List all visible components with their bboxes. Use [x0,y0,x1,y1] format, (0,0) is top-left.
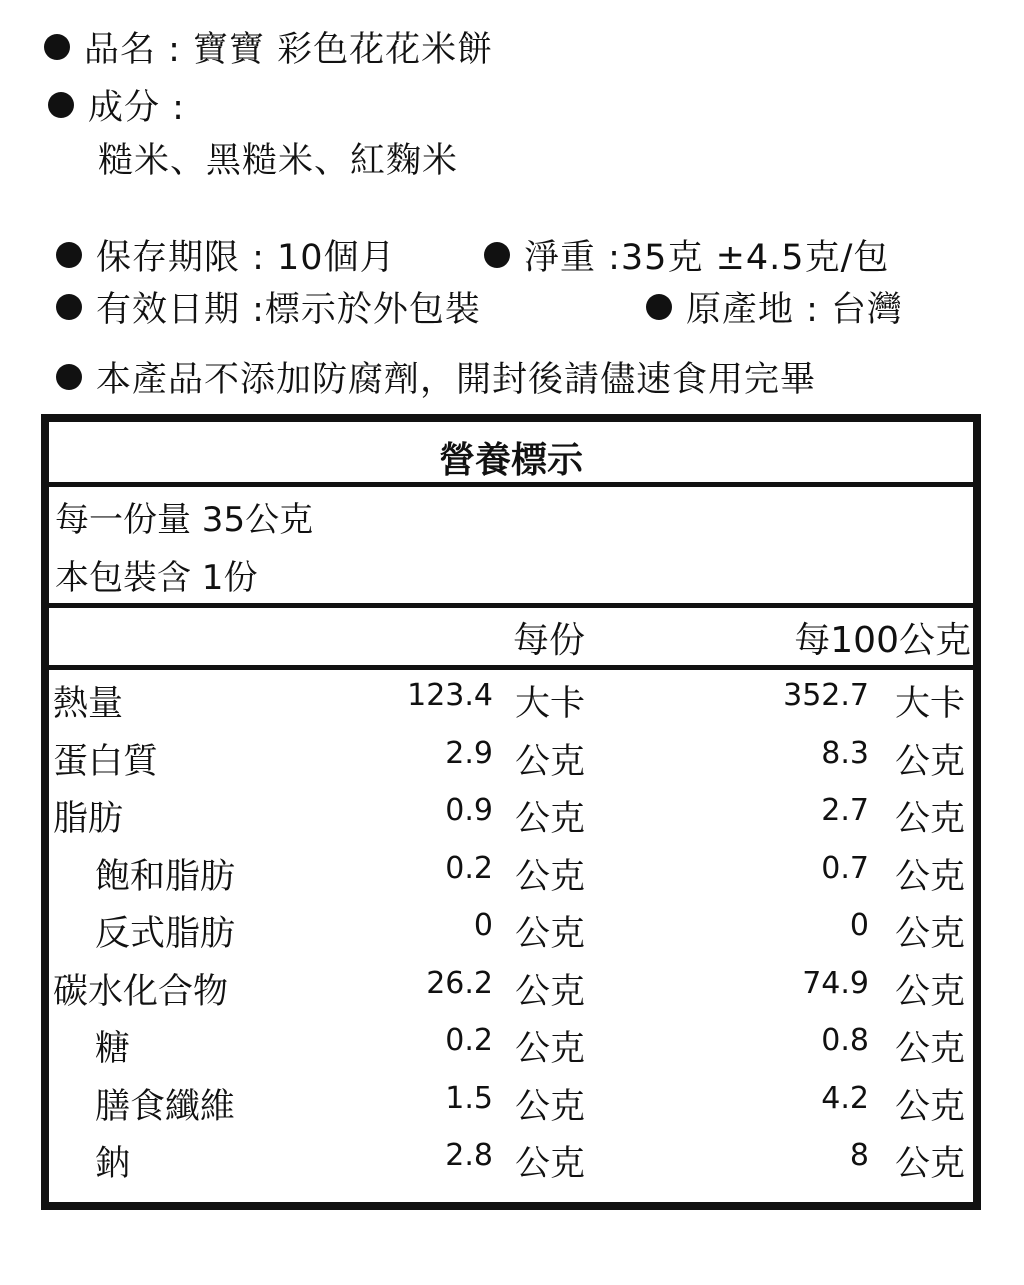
nutrient-name: 碳水化合物 [53,971,229,1012]
per-serving-value: 26.2 [426,965,493,1001]
notice-line [56,352,816,402]
nutrient-name: 鈉 [95,1144,131,1184]
per-100g-value: 74.9 [802,965,869,1001]
bullet-icon [44,34,70,60]
nutrient-name: 糖 [95,1029,131,1069]
divider [49,665,973,670]
nutrition-facts-table [41,414,981,1210]
per-serving-unit: 公克 [515,1144,586,1184]
nutrient-name: 蛋白質 [53,741,159,782]
per-100g-unit: 公克 [895,1086,966,1127]
per-100g-value: 352.7 [783,678,869,713]
per-serving-value: 0.2 [445,1023,493,1058]
bullet-icon [56,294,82,320]
divider [49,603,973,608]
expiry-date: 有效日期 :標示於外包裝 [96,290,481,330]
shelf-life: 保存期限 : 10個月 [96,238,396,278]
ingredients-label: 成分 : [88,88,185,128]
serving-size: 每一份量 35公克 [55,500,314,540]
per-serving-value: 0.2 [445,850,493,886]
ingredients-line [98,133,458,183]
bullet-icon [48,92,74,118]
servings-per-package: 本包裝含 1份 [55,558,258,598]
per-serving-unit: 大卡 [515,684,586,724]
shelf-life-line [56,230,396,280]
per-100g-value: 8 [849,1138,869,1173]
per-serving-unit: 公克 [515,971,586,1012]
per-serving-unit: 公克 [515,856,586,897]
per-100g-unit: 公克 [895,799,966,839]
per-100g-unit: 公克 [895,914,966,954]
per-serving-value: 2.8 [445,1138,493,1173]
product-name-line [44,22,493,72]
per-serving-value: 2.9 [445,735,493,771]
per-100g-unit: 公克 [895,856,966,897]
origin-line [646,282,903,332]
per-100g-value: 8.3 [821,735,869,771]
column-header-per-100g: 每100公克 [794,620,971,661]
per-serving-unit: 公克 [515,1086,586,1127]
nutrient-name: 反式脂肪 [95,914,236,954]
per-serving-unit: 公克 [515,799,586,839]
net-weight-line [484,230,889,280]
per-100g-value: 0.8 [821,1023,869,1058]
per-100g-value: 0 [849,908,869,943]
per-serving-unit: 公克 [515,914,586,954]
expiry-line [56,282,481,332]
bullet-icon [56,364,82,390]
per-100g-unit: 公克 [895,1029,966,1069]
per-100g-value: 0.7 [821,850,869,886]
ingredients-label-line [48,80,185,130]
nutrient-name: 膳食纖維 [95,1086,236,1127]
nutrient-name: 熱量 [53,684,124,724]
per-serving-value: 1.5 [445,1080,493,1116]
bullet-icon [56,242,82,268]
per-100g-unit: 公克 [895,741,966,782]
per-100g-unit: 公克 [895,1144,966,1184]
preservative-notice: 本產品不添加防腐劑，開封後請儘速食用完畢 [96,360,817,400]
per-serving-value: 123.4 [407,678,493,713]
per-100g-value: 2.7 [821,793,869,828]
divider [49,482,973,487]
net-weight: 淨重 :35克 ±4.5克/包 [524,238,890,278]
product-name: 品名 : 寶寶 彩色花花米餅 [84,30,494,70]
per-serving-unit: 公克 [515,1029,586,1069]
per-serving-value: 0.9 [445,793,493,828]
per-100g-unit: 公克 [895,971,966,1012]
origin: 原產地 : 台灣 [686,290,904,330]
nutrition-title: 營養標示 [438,440,583,481]
per-serving-value: 0 [473,908,493,943]
per-serving-unit: 公克 [515,741,586,782]
nutrient-name: 脂肪 [53,799,124,839]
per-100g-unit: 大卡 [895,684,966,724]
ingredients-list: 糙米、黑糙米、紅麴米 [98,141,459,181]
column-header-per-serving: 每份 [513,620,586,661]
bullet-icon [484,242,510,268]
nutrient-name: 飽和脂肪 [95,856,236,897]
bullet-icon [646,294,672,320]
per-100g-value: 4.2 [821,1080,869,1116]
